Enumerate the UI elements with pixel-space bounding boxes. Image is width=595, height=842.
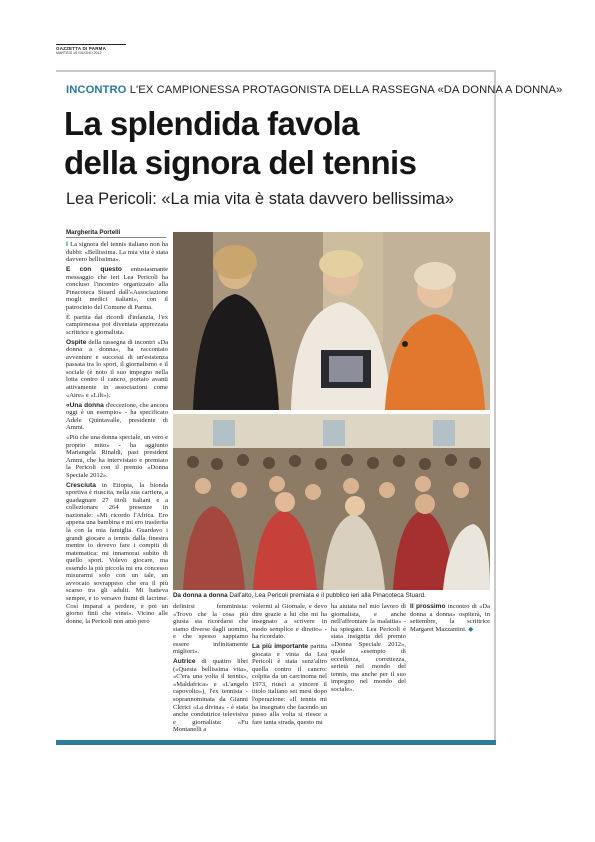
paragraph <box>66 339 168 399</box>
paragraph-text: ha aiutata nel mio lavoro di giornalista, e anche nell'affrontare la malattia» - ha spiegato. Lea Pericoli è stata insignita del premio «Donna Speciale 2012», quale «esempio di eccellenza, correttezza, serietà nel mondo del tennis, ma anche per il suo impegno nel mondo del sociale». <box>331 603 406 694</box>
headline-line-1: La splendida favola <box>64 105 359 142</box>
bottom-accent-bar <box>56 740 496 745</box>
column-left <box>66 241 168 628</box>
headline-line-2: della signora del tennis <box>64 144 417 181</box>
paragraph-lead: La più importante <box>252 643 309 651</box>
paragraph <box>66 266 168 311</box>
paragraph <box>252 643 327 726</box>
paragraph <box>66 402 168 432</box>
caption-text: Dall'alto, Lea Pericoli premiata e il pubblico ieri alla Pinacoteca Stuard. <box>229 592 426 599</box>
paragraph-text: È partita dai ricordi d'infanzia, l'ex campionessa poi diventata apprezzata scrittrice e giornalista. <box>66 313 168 336</box>
kicker <box>66 84 563 96</box>
byline: Margherita Portelli <box>66 229 166 238</box>
kicker-rest: L'EX CAMPIONESSA PROTAGONISTA DELLA RASSEGNA «DA DONNA A DONNA» <box>129 84 563 96</box>
deck: Lea Pericoli: «La mia vita è stata davvero bellissima» <box>66 190 454 208</box>
photo-caption <box>173 592 490 599</box>
paragraph-text: d'eccezione, che ancora oggi è un esempio» - ha specificato Adele Quintavalle, presidente di Ammi. <box>66 401 168 432</box>
masthead-publication: GAZZETTA DI PARMA <box>56 46 107 51</box>
paragraph-lead: E con questo <box>66 266 122 274</box>
paragraph-text: in Etiopia, la bionda sportiva è riuscita, nella sua carriera, a guadagnare 27 titoli italiani e a collezionare 264 presenze in nazionale: «Mi ricordo l'Africa. Ero appena una bambina e mi ero trasferita là con la mia famiglia. Guardavo i grandi giocare a tennis dalla finestra mentre io dovevo fare i compiti di matematica: mi innamorai subito di quello sport. Volevo giocare, ma essendo la più piccola mi era concesso misurarmi solo con un tale, un avvocato sovrappeso che era il più scarso tra gli adulti. Mi batteva sempre, e io versavo fiumi di lacrime. Così imparai a perdere, e poi un giorno finii che vinsi». Vicino alle donne, la Pericoli non amò però <box>66 481 169 625</box>
end-mark-icon: ◆ <box>468 625 474 633</box>
paragraph-text: definirsi femminista: «Trovo che la cosa più giusta sia ricordarsi che siamo diverse dagli uomini, e che spesso sappiamo essere infinitamente migliori». <box>173 603 248 656</box>
paragraph-text: partita giocata e vinta da Lea Pericoli è stata senz'altro quella contro il cancro: colpita da un carcinoma nel 1973, riuscì a vincere il titolo italiano sei mesi dopo l'operazione: «Il tennis mi ha insegnato che facendo un passo alla volta si riesce a fare tanta strada, questo mi <box>252 643 327 726</box>
paragraph <box>173 603 248 656</box>
summary-bullet-icon: ‖ <box>66 241 69 248</box>
caption-lead: Da donna a donna <box>173 592 228 599</box>
frame-right-rule <box>494 70 496 742</box>
paragraph <box>252 603 327 641</box>
column-bottom-4 <box>410 603 490 636</box>
paragraph <box>66 434 168 479</box>
frame-top-rule <box>56 70 496 72</box>
masthead-rule <box>56 44 126 45</box>
paragraph-text: volermi al Giornale, e devo dire grazie a lui che mi ha insegnato a scrivere in modo semplice e diretto» - ha ricordato. <box>252 603 327 641</box>
paragraph-lead: Ospite <box>66 338 87 346</box>
paragraph-lead: Cresciuta <box>66 481 96 489</box>
column-bottom-1 <box>173 603 248 736</box>
paragraph-text: della rassegna di incontri «Da donna a donna», ha raccontato avventure e successi di un'esistenza passata tra lo sport, il giornalismo e il sociale (è noto il suo impegno nella lotta contro il cancro, portato avanti attivamente in associazioni come «Aire» e «Lilt»). <box>66 338 168 399</box>
paragraph <box>173 658 248 733</box>
photo-award-ceremony-image <box>173 232 490 410</box>
paragraph-text: «Più che una donna speciale, un vero e proprio mito» - ha aggiunto Mariangela Rinaldi, past president Ammi, che ha intervistato e premiato la Pericoli con il premio «Donna Speciale 2012». <box>66 434 168 479</box>
kicker-lead: INCONTRO <box>66 84 127 96</box>
paragraph-text: entusiasmante messaggio che ieri Lea Pericoli ha concluso l'incontro organizzato alla Pinacoteca Stuard dall'«Associazione mogli medici italiani», con il patrocinio del Comune di Parma. <box>66 266 168 311</box>
masthead-date: MARTEDÌ 19 GIUGNO 2012 <box>56 51 102 55</box>
summary-text: La signora del tennis italiano non ha dubbi: «Bellissima. La mia vita è stata davvero bellissima». <box>66 241 168 264</box>
paragraph-lead: Autrice <box>173 658 196 666</box>
masthead <box>56 44 126 55</box>
photo-award-ceremony <box>173 232 490 410</box>
column-bottom-2 <box>252 603 327 729</box>
paragraph-lead: Il prossimo <box>410 603 446 610</box>
paragraph-lead: «Una donna <box>66 401 104 409</box>
photo-audience <box>173 414 490 590</box>
photo-audience-image <box>173 414 490 590</box>
headline <box>64 104 494 182</box>
paragraph <box>66 314 168 337</box>
summary <box>66 241 168 264</box>
paragraph-text: incontro di «Da donna a donna» ospiterà, in settembre, la scrittrice Margaret Mazzantini. <box>410 603 490 633</box>
column-bottom-3 <box>331 603 406 696</box>
paragraph <box>410 603 490 633</box>
paragraph <box>66 482 168 625</box>
paragraph-text: di quattro libri («Questa bellissima vita», «C'era una volta il tennis», «Maldafrica» e «L'angelo capovolto»), l'ex tennista - soprannominata da Gianni Clerici «La divina» - è stata anche conduttrice televisiva e giornalista: «Fu Montanelli a <box>173 658 248 734</box>
paragraph <box>331 603 406 694</box>
